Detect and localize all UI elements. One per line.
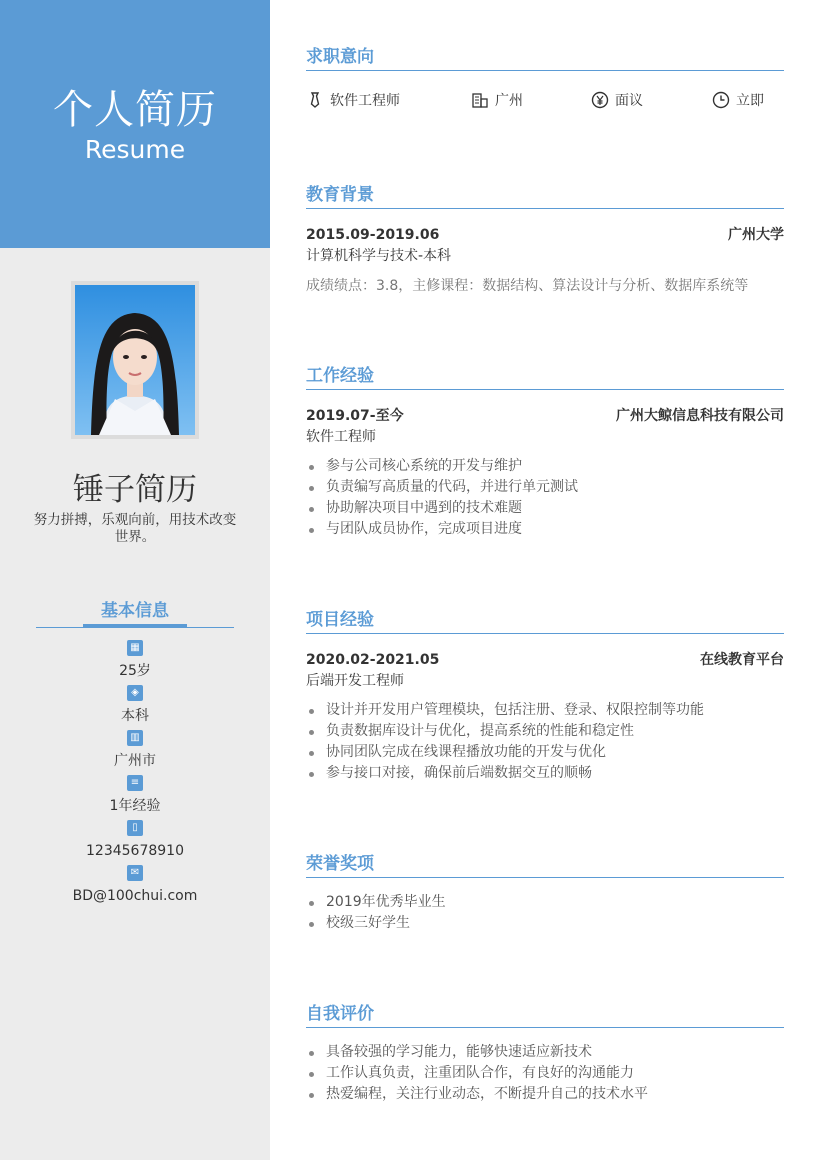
intent-city: [471, 89, 523, 113]
self-evaluation-section: [306, 1003, 784, 1105]
list-item: 协同团队完成在线课程播放功能的开发与优化: [306, 742, 784, 763]
info-age: [0, 640, 270, 685]
project-heading: 项目经验: [306, 610, 374, 630]
education-section: [306, 184, 784, 296]
document-icon: ≡: [127, 775, 143, 791]
building-icon: ▥: [127, 730, 143, 746]
info-phone-text: 12345678910: [86, 843, 184, 859]
tie-icon: [306, 91, 324, 109]
graduation-cap-icon: ◈: [127, 685, 143, 701]
list-item: 与团队成员协作，完成项目进度: [306, 519, 784, 540]
info-email-text: BD@100chui.com: [72, 888, 198, 904]
intent-availability: [712, 89, 764, 113]
list-item: 校级三好学生: [306, 913, 784, 934]
candidate-name: 锤子简历: [73, 472, 197, 508]
intent-salary-text: 面议: [615, 93, 643, 109]
work-bullets: [306, 456, 784, 540]
work-period: 2019.07-至今: [306, 408, 404, 424]
info-experience: [0, 775, 270, 820]
intent-availability-text: 立即: [736, 93, 764, 109]
building-icon: [471, 91, 489, 109]
list-item: 2019年优秀毕业生: [306, 892, 784, 913]
education-major: 计算机科学与技术-本科: [306, 248, 452, 264]
list-item: 参与公司核心系统的开发与维护: [306, 456, 784, 477]
info-age-text: 25岁: [119, 663, 151, 679]
honors-section: [306, 853, 784, 934]
banner-subtitle: Resume: [84, 135, 186, 164]
education-heading: 教育背景: [306, 185, 374, 205]
calendar-icon: ▦: [127, 640, 143, 656]
phone-icon: ▯: [127, 820, 143, 836]
education-period: 2015.09-2019.06: [306, 227, 440, 243]
self-evaluation-bullets: [306, 1042, 784, 1105]
job-intent-heading: 求职意向: [306, 47, 374, 67]
work-company: 广州大鲸信息科技有限公司: [616, 408, 784, 424]
list-item: 负责数据库设计与优化，提高系统的性能和稳定性: [306, 721, 784, 742]
candidate-motto: 努力拼搏，乐观向前，用技术改变世界。: [33, 512, 237, 545]
info-city: [0, 730, 270, 775]
info-email: [0, 865, 270, 910]
list-item: 具备较强的学习能力，能够快速适应新技术: [306, 1042, 784, 1063]
education-detail: 成绩绩点：3.8，主修课程：数据结构、算法设计与分析、数据库系统等: [306, 278, 749, 294]
work-section: [306, 365, 784, 540]
clock-icon: [712, 91, 730, 109]
info-degree: [0, 685, 270, 730]
list-item: 设计并开发用户管理模块，包括注册、登录、权限控制等功能: [306, 700, 784, 721]
list-item: 负责编写高质量的代码，并进行单元测试: [306, 477, 784, 498]
main-content: [306, 0, 784, 1160]
list-item: 工作认真负责，注重团队合作，有良好的沟通能力: [306, 1063, 784, 1084]
list-item: 热爱编程，关注行业动态，不断提升自己的技术水平: [306, 1084, 784, 1105]
info-experience-text: 1年经验: [109, 798, 161, 814]
mail-icon: ✉: [127, 865, 143, 881]
project-name: 在线教育平台: [700, 652, 784, 668]
work-role: 软件工程师: [306, 429, 376, 445]
sidebar: [0, 0, 270, 1160]
info-phone: [0, 820, 270, 865]
honors-bullets: [306, 892, 784, 934]
education-school: 广州大学: [728, 227, 784, 243]
basic-info-heading: [36, 600, 234, 628]
work-heading: 工作经验: [306, 366, 374, 386]
job-intent-section: [306, 46, 784, 115]
intent-position: [306, 89, 400, 113]
basic-info-heading-text: 基本信息: [83, 600, 187, 627]
project-period: 2020.02-2021.05: [306, 652, 440, 668]
project-section: [306, 609, 784, 784]
list-item: 协助解决项目中遇到的技术难题: [306, 498, 784, 519]
project-role: 后端开发工程师: [306, 673, 404, 689]
self-evaluation-heading: 自我评价: [306, 1004, 374, 1024]
resume-banner: [0, 0, 270, 248]
info-degree-text: 本科: [121, 708, 149, 724]
yen-icon: [591, 91, 609, 109]
intent-salary: [591, 89, 643, 113]
project-bullets: [306, 700, 784, 784]
info-city-text: 广州市: [114, 753, 156, 769]
banner-title: 个人简历: [53, 87, 217, 133]
profile-photo: [71, 281, 199, 439]
intent-city-text: 广州: [495, 93, 523, 109]
list-item: 参与接口对接，确保前后端数据交互的顺畅: [306, 763, 784, 784]
intent-position-text: 软件工程师: [330, 93, 400, 109]
honors-heading: 荣誉奖项: [306, 854, 374, 874]
basic-info-list: [0, 640, 270, 910]
